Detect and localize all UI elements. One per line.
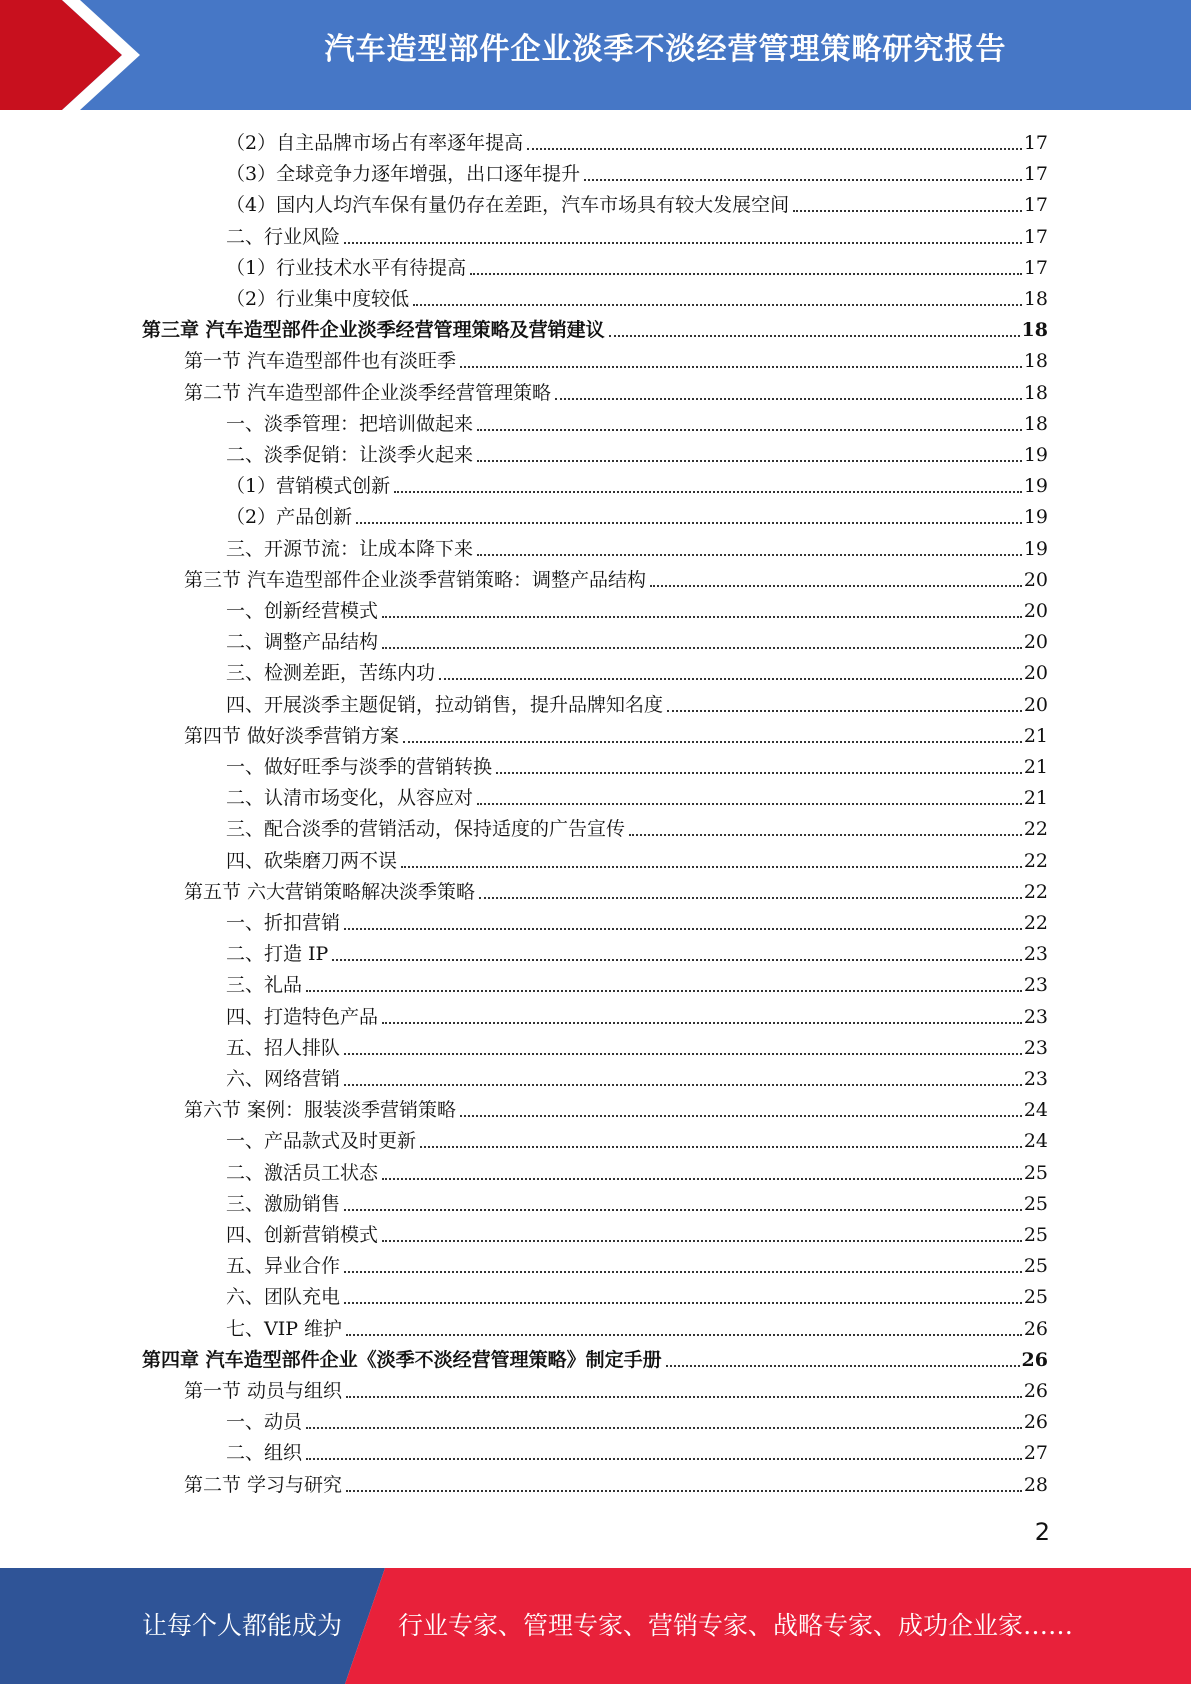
toc-entry[interactable] <box>226 814 1048 844</box>
toc-entry-page: 21 <box>1023 724 1048 747</box>
toc-entry[interactable] <box>226 284 1048 314</box>
toc-entry-title: （3）全球竞争力逐年增强，出口逐年提升 <box>226 163 581 186</box>
toc-entry-page: 26 <box>1023 1411 1048 1434</box>
toc-leader-dots <box>609 335 1020 337</box>
toc-entry-page: 28 <box>1023 1473 1048 1496</box>
page-number: 2 <box>1034 1518 1050 1546</box>
toc-entry[interactable] <box>226 690 1048 720</box>
toc-leader-dots <box>477 554 1022 556</box>
toc-entry[interactable] <box>226 970 1048 1000</box>
toc-entry[interactable] <box>226 1002 1048 1032</box>
toc-entry[interactable] <box>226 534 1048 564</box>
toc-leader-dots <box>382 616 1022 618</box>
toc-entry-title: （1）营销模式创新 <box>226 475 391 498</box>
toc-entry-title: 二、淡季促销：让淡季火起来 <box>226 444 474 466</box>
toc-entry-title: 二、认清市场变化，从容应对 <box>226 787 474 810</box>
toc-entry-page: 26 <box>1023 1380 1048 1402</box>
toc-entry[interactable] <box>226 1126 1048 1156</box>
toc-entry-title: 五、招人排队 <box>226 1036 341 1059</box>
toc-entry[interactable] <box>142 1345 1048 1375</box>
toc-entry-page: 17 <box>1023 132 1048 154</box>
toc-entry-title: 三、配合淡季的营销活动，保持适度的广告宣传 <box>226 818 626 841</box>
toc-entry[interactable] <box>226 159 1048 189</box>
toc-entry-page: 20 <box>1023 693 1048 716</box>
toc-entry[interactable] <box>184 346 1048 376</box>
toc-entry[interactable] <box>226 1064 1048 1094</box>
toc-entry-title: （2）自主品牌市场占有率逐年提高 <box>226 132 524 154</box>
toc-leader-dots <box>629 834 1022 836</box>
toc-leader-dots <box>479 897 1022 899</box>
toc-entry-page: 18 <box>1023 288 1048 310</box>
toc-entry-title: 二、激活员工状态 <box>226 1161 379 1184</box>
toc-leader-dots <box>555 398 1022 400</box>
toc-entry-title: 三、开源节流：让成本降下来 <box>226 537 474 560</box>
toc-entry-title: 三、激励销售 <box>226 1192 341 1215</box>
toc-leader-dots <box>470 273 1022 275</box>
toc-entry-page: 22 <box>1023 818 1048 841</box>
toc-entry-page: 20 <box>1023 600 1048 622</box>
toc-entry-title: 二、打造 IP <box>226 943 329 966</box>
toc-entry-title: 一、做好旺季与淡季的营销转换 <box>226 756 493 778</box>
toc-entry[interactable] <box>226 752 1048 782</box>
page-header <box>0 0 1191 110</box>
toc-entry-title: 三、检测差距，苦练内功 <box>226 662 436 685</box>
toc-entry[interactable] <box>226 908 1048 938</box>
toc-leader-dots <box>332 959 1021 961</box>
toc-entry-title: 第五节 六大营销策略解决淡季策略 <box>184 880 476 903</box>
toc-entry-page: 20 <box>1023 662 1048 685</box>
toc-leader-dots <box>584 179 1022 181</box>
toc-entry-title: 第一节 汽车造型部件也有淡旺季 <box>184 350 457 373</box>
toc-leader-dots <box>344 1271 1022 1273</box>
toc-entry[interactable] <box>226 658 1048 688</box>
toc-leader-dots <box>306 1458 1022 1460</box>
toc-entry[interactable] <box>226 253 1048 283</box>
toc-entry-page: 22 <box>1023 880 1048 903</box>
toc-entry[interactable] <box>226 440 1048 470</box>
toc-entry-page: 19 <box>1023 475 1048 498</box>
toc-leader-dots <box>306 1427 1022 1429</box>
toc-entry-title: 一、产品款式及时更新 <box>226 1130 417 1153</box>
toc-entry-title: 一、淡季管理：把培训做起来 <box>226 412 474 435</box>
toc-entry[interactable] <box>226 1158 1048 1188</box>
toc-entry[interactable] <box>184 877 1048 907</box>
toc-entry-title: 第四节 做好淡季营销方案 <box>184 724 400 747</box>
toc-leader-dots <box>403 741 1022 743</box>
toc-entry-page: 17 <box>1023 163 1048 186</box>
toc-entry-title: 一、创新经营模式 <box>226 600 379 622</box>
toc-entry[interactable] <box>226 190 1048 220</box>
toc-entry-page: 19 <box>1023 444 1048 466</box>
toc-entry-title: 四、创新营销模式 <box>226 1224 379 1246</box>
toc-entry[interactable] <box>226 1220 1048 1250</box>
toc-leader-dots <box>382 647 1022 649</box>
toc-leader-dots <box>496 772 1022 774</box>
toc-entry-title: 第一节 动员与组织 <box>184 1380 343 1402</box>
toc-entry-page: 27 <box>1023 1442 1048 1465</box>
toc-leader-dots <box>401 866 1022 868</box>
toc-leader-dots <box>420 1146 1022 1148</box>
toc-entry-title: 四、开展淡季主题促销，拉动销售，提升品牌知名度 <box>226 693 664 716</box>
toc-entry-title: （2）行业集中度较低 <box>226 288 410 310</box>
toc-entry-page: 17 <box>1023 256 1048 279</box>
toc-entry-page: 18 <box>1023 381 1048 404</box>
toc-leader-dots <box>382 1022 1022 1024</box>
toc-leader-dots <box>477 429 1022 431</box>
toc-entry-page: 19 <box>1023 537 1048 560</box>
toc-entry[interactable] <box>226 409 1048 439</box>
toc-leader-dots <box>344 1053 1022 1055</box>
toc-entry-title: 第三章 汽车造型部件企业淡季经营管理策略及营销建议 <box>142 319 605 342</box>
toc-entry-title: （1）行业技术水平有待提高 <box>226 256 467 279</box>
toc-leader-dots <box>344 928 1022 930</box>
toc-entry-page: 22 <box>1023 912 1048 934</box>
toc-leader-dots <box>344 1302 1022 1304</box>
toc-entry-page: 21 <box>1023 787 1048 810</box>
toc-entry-page: 19 <box>1023 506 1048 529</box>
toc-entry[interactable] <box>184 565 1048 595</box>
toc-leader-dots <box>793 210 1022 212</box>
toc-entry-page: 17 <box>1023 194 1048 217</box>
toc-entry-page: 25 <box>1023 1192 1048 1215</box>
toc-entry-page: 23 <box>1023 1068 1048 1090</box>
toc-entry-page: 22 <box>1023 849 1048 872</box>
toc-entry-title: 第二节 汽车造型部件企业淡季经营管理策略 <box>184 381 552 404</box>
toc-entry-title: 四、打造特色产品 <box>226 1005 379 1028</box>
toc-entry[interactable] <box>226 1438 1048 1468</box>
toc-entry-page: 18 <box>1023 412 1048 435</box>
toc-entry-page: 17 <box>1023 225 1048 248</box>
toc-leader-dots <box>394 491 1022 493</box>
toc-leader-dots <box>382 1240 1022 1242</box>
report-title: 汽车造型部件企业淡季不淡经营管理策略研究报告 <box>324 32 1007 67</box>
toc-entry-title: 五、异业合作 <box>226 1255 341 1278</box>
toc-entry[interactable] <box>226 1314 1048 1344</box>
toc-entry-page: 21 <box>1023 756 1048 778</box>
footer-slogan-right: 行业专家、管理专家、营销专家、战略专家、成功企业家…… <box>398 1611 1074 1640</box>
toc-entry-page: 20 <box>1023 568 1048 591</box>
toc-entry-title: 第三节 汽车造型部件企业淡季营销策略：调整产品结构 <box>184 568 647 591</box>
toc-entry-page: 25 <box>1023 1224 1048 1246</box>
toc-leader-dots <box>460 1115 1022 1117</box>
toc-leader-dots <box>344 1084 1022 1086</box>
toc-entry-title: 第六节 案例：服装淡季营销策略 <box>184 1099 457 1122</box>
toc-entry[interactable] <box>226 222 1048 252</box>
toc-leader-dots <box>650 585 1022 587</box>
toc-entry-page: 18 <box>1023 350 1048 373</box>
toc-entry[interactable] <box>226 502 1048 532</box>
toc-leader-dots <box>477 460 1022 462</box>
toc-entry-title: 第二节 学习与研究 <box>184 1473 343 1496</box>
toc-entry[interactable] <box>184 378 1048 408</box>
toc-entry[interactable] <box>226 1251 1048 1281</box>
toc-entry-page: 23 <box>1023 1005 1048 1028</box>
toc-entry-title: 一、动员 <box>226 1411 303 1434</box>
toc-entry-title: 一、折扣营销 <box>226 912 341 934</box>
toc-leader-dots <box>439 678 1022 680</box>
toc-leader-dots <box>382 1178 1022 1180</box>
toc-entry[interactable] <box>226 783 1048 813</box>
toc-leader-dots <box>346 1396 1022 1398</box>
toc-leader-dots <box>306 990 1022 992</box>
toc-leader-dots <box>527 148 1022 150</box>
toc-entry[interactable] <box>226 939 1048 969</box>
toc-entry-page: 25 <box>1023 1286 1048 1309</box>
toc-entry[interactable] <box>226 596 1048 626</box>
toc-entry[interactable] <box>184 1376 1048 1406</box>
toc-entry-title: 六、团队充电 <box>226 1286 341 1309</box>
toc-entry[interactable] <box>226 846 1048 876</box>
toc-leader-dots <box>344 242 1022 244</box>
toc-leader-dots <box>477 803 1022 805</box>
toc-entry-title: 二、组织 <box>226 1442 303 1465</box>
toc-entry-title: 二、调整产品结构 <box>226 631 379 654</box>
toc-entry[interactable] <box>142 315 1048 345</box>
toc-entry-page: 25 <box>1023 1255 1048 1278</box>
toc-entry[interactable] <box>184 721 1048 751</box>
toc-leader-dots <box>346 1334 1022 1336</box>
toc-entry-title: （4）国内人均汽车保有量仍存在差距，汽车市场具有较大发展空间 <box>226 194 790 217</box>
toc-entry[interactable] <box>226 627 1048 657</box>
toc-entry-title: （2）产品创新 <box>226 506 353 529</box>
toc-entry-page: 20 <box>1023 631 1048 654</box>
toc-entry[interactable] <box>184 1095 1048 1125</box>
toc-leader-dots <box>344 1209 1022 1211</box>
toc-entry-page: 24 <box>1023 1099 1048 1122</box>
toc-entry-title: 第四章 汽车造型部件企业《淡季不淡经营管理策略》制定手册 <box>142 1348 662 1371</box>
toc-leader-dots <box>346 1490 1022 1492</box>
toc-entry-page: 24 <box>1023 1130 1048 1153</box>
toc-entry-page: 23 <box>1023 1036 1048 1059</box>
toc-entry[interactable] <box>184 1470 1048 1500</box>
toc-entry[interactable] <box>226 1407 1048 1437</box>
toc-entry-page: 23 <box>1023 974 1048 997</box>
header-arrow-decoration <box>0 0 160 110</box>
toc-leader-dots <box>667 710 1022 712</box>
toc-leader-dots <box>413 304 1022 306</box>
toc-entry-page: 18 <box>1021 319 1048 342</box>
toc-entry-title: 四、砍柴磨刀两不误 <box>226 849 398 872</box>
toc-entry-page: 26 <box>1023 1317 1048 1340</box>
toc-entry[interactable] <box>226 471 1048 501</box>
toc-leader-dots <box>666 1365 1020 1367</box>
toc-entry-page: 26 <box>1021 1348 1048 1371</box>
toc-entry-title: 七、VIP 维护 <box>226 1317 343 1340</box>
toc-entry-title: 三、礼品 <box>226 974 303 997</box>
toc-leader-dots <box>356 522 1022 524</box>
toc-entry[interactable] <box>226 1033 1048 1063</box>
toc-entry[interactable] <box>226 1189 1048 1219</box>
toc-entry[interactable] <box>226 128 1048 158</box>
footer-slogan-left: 让每个人都能成为 <box>142 1611 343 1640</box>
toc-leader-dots <box>460 366 1022 368</box>
toc-entry[interactable] <box>226 1282 1048 1312</box>
toc-entry-page: 25 <box>1023 1161 1048 1184</box>
toc-entry-page: 23 <box>1023 943 1048 966</box>
toc-entry-title: 六、网络营销 <box>226 1068 341 1090</box>
toc-entry-title: 二、行业风险 <box>226 225 341 248</box>
page-footer <box>0 1568 1191 1684</box>
